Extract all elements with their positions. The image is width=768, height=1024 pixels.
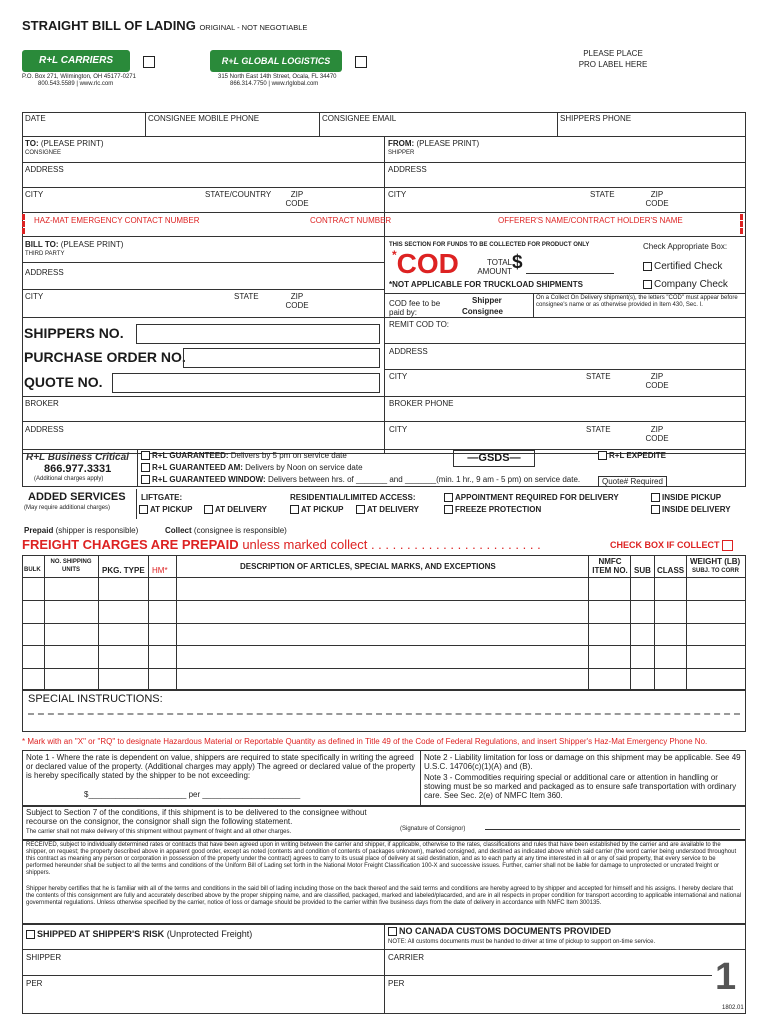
cod-fee-shipper[interactable]: Shipper — [472, 296, 502, 305]
carrier-signature-field[interactable]: CARRIER — [388, 953, 425, 962]
note-2: Note 2 - Liability limitation for loss or damage on this shipment may be applicable. See 49 U.S.C. 14706(c)(1)(A) and (B). — [424, 753, 741, 771]
consignee-mobile-field[interactable]: CONSIGNEE MOBILE PHONE — [148, 114, 260, 123]
bill-city-field[interactable]: CITY — [25, 292, 44, 301]
carrier-per-field[interactable]: PER — [388, 979, 405, 988]
col-pkg-type: PKG. TYPE — [102, 566, 145, 575]
check-appropriate-label: Check Appropriate Box: — [643, 242, 728, 251]
business-critical-logo: R+L Business Critical — [26, 452, 129, 463]
liftgate-at-delivery[interactable]: AT DELIVERY — [204, 505, 267, 514]
global-address: 315 North East 14th Street, Ocala, FL 34470 — [218, 74, 337, 80]
cod-heading: *COD — [392, 248, 459, 279]
offerer-name-field[interactable]: OFFERER'S NAME/CONTRACT HOLDER'S NAME — [498, 216, 683, 225]
canada-customs-note: NOTE: All customs documents must be handed to driver at time of pickup to support on-time service. — [388, 939, 656, 945]
contract-number-field[interactable]: CONTRACT NUMBER — [310, 216, 392, 225]
special-instructions-line — [28, 713, 740, 715]
broker-address-field[interactable]: ADDRESS — [25, 425, 64, 434]
no-canada-customs-option[interactable]: NO CANADA CUSTOMS DOCUMENTS PROVIDED — [388, 926, 611, 936]
section-7-text: Subject to Section 7 of the conditions, if this shipment is to be delivered to the consignee without recourse on the consignor, the consignor shall sign the following statement. — [26, 808, 367, 826]
global-contact: 866.314.7750 | www.rlglobal.com — [230, 81, 319, 87]
freight-charges-notice: FREIGHT CHARGES ARE PREPAID unless marked collect . . . . . . . . . . . . . . . . . . . . . . . . — [22, 537, 541, 552]
residential-label: RESIDENTIAL/LIMITED ACCESS: — [290, 493, 416, 502]
from-city-field[interactable]: CITY — [388, 190, 407, 199]
table-row[interactable] — [22, 600, 746, 601]
declared-value-field[interactable]: $______________________ per ______________________ — [84, 790, 301, 799]
freeze-protection-option[interactable]: FREEZE PROTECTION — [444, 505, 541, 514]
broker-zip-field[interactable]: ZIP CODE — [645, 425, 669, 443]
consignee-sublabel: CONSIGNEE — [25, 150, 62, 156]
bill-zip-field[interactable]: ZIP CODE — [285, 292, 309, 310]
to-zip-field[interactable]: ZIP CODE — [285, 190, 309, 208]
col-description: DESCRIPTION OF ARTICLES, SPECIAL MARKS, AND EXCEPTIONS — [240, 562, 496, 571]
col-bulk: BULK — [24, 567, 41, 573]
hazmat-footnote: * Mark with an "X" or "RQ" to designate Hazardous Material or Reportable Quantity as defined in Title 49 of the Code of Federal Regulations, and insert Shipper's Haz-Mat Emergency Phone No. — [22, 737, 708, 746]
form-number: 1802.01 — [722, 1005, 744, 1011]
col-weight-sub: SUBJ. TO CORR — [692, 568, 739, 574]
shipper-signature-field[interactable]: SHIPPER — [26, 953, 62, 962]
to-city-field[interactable]: CITY — [25, 190, 44, 199]
remit-cod-field[interactable]: REMIT COD TO: — [389, 320, 450, 329]
truckload-note: *NOT APPLICABLE FOR TRUCKLOAD SHIPMENTS — [389, 280, 583, 289]
shipper-sublabel: SHIPPER — [388, 150, 415, 156]
bill-to-label: BILL TO: (PLEASE PRINT) — [25, 240, 124, 249]
shipper-certification: Shipper hereby certifies that he is familiar with all of the terms and conditions in the said bill of lading including those on the back thereof and the said terms and conditions are hereby agreed to by shipper and accepted for himself and his assigns. I hereby declare that the contents of this consignment are fully and accurately described above by the proper shipping name, and are classified, packaged, marked and labeled/placarded, and are in all respects in proper condition for transport according to applicable international and national governmental regulations. Unless otherwise specified by the carrier, notice of loss or damage should be provided to the carrier within five business days from the date of delivery in accordance with NMFC Item 300135. — [26, 886, 742, 906]
broker-field[interactable]: BROKER — [25, 399, 59, 408]
inside-pickup-option[interactable]: INSIDE PICKUP — [651, 493, 721, 502]
from-zip-field[interactable]: ZIP CODE — [645, 190, 669, 208]
liftgate-label: LIFTGATE: — [141, 493, 183, 502]
po-no-input[interactable] — [183, 348, 380, 368]
business-critical-note: (Additional charges apply) — [34, 476, 104, 482]
guaranteed-window-option[interactable]: R+L GUARANTEED WINDOW: Delivers between hrs. of _______ and _______(min. 1 hr., 9 am - 5 pm) on service date. — [141, 475, 580, 484]
collect-label: Collect (consignee is responsible) — [165, 526, 287, 535]
broker-city-field[interactable]: CITY — [389, 425, 408, 434]
shippers-no-label: SHIPPERS NO. — [24, 325, 124, 341]
cod-amount-line[interactable] — [526, 273, 614, 274]
broker-phone-field[interactable]: BROKER PHONE — [389, 399, 454, 408]
note-1: Note 1 - Where the rate is dependent on value, shippers are required to state specifically in writing the agreed or declared value of the property. (Additional charges may apply) The agreed or declared value of the property is hereby specifically stated by the shipper to be not exceeding: — [26, 753, 416, 780]
quote-required-field[interactable]: Quote# Required — [598, 476, 667, 487]
quote-no-label: QUOTE NO. — [24, 374, 103, 390]
table-row[interactable] — [22, 645, 746, 646]
to-state-field[interactable]: STATE/COUNTRY — [205, 190, 272, 199]
cod-fee-label: COD fee to be paid by: — [389, 299, 441, 317]
added-services-note: (May require additional charges) — [24, 505, 111, 511]
company-check-option[interactable]: Company Check — [643, 279, 728, 290]
consignor-signature-line[interactable] — [485, 829, 740, 830]
to-address-field[interactable]: ADDRESS — [25, 165, 64, 174]
note-3: Note 3 - Commodities requiring special or additional care or attention in handling or stowing must be so marked and packaged as to ensure safe transportation with ordinary care. See Sec. 2(e) of NMFC Item 360. — [424, 773, 737, 800]
prepaid-label: Prepaid (shipper is responsible) — [24, 526, 139, 535]
date-field[interactable]: DATE — [25, 114, 46, 123]
from-address-field[interactable]: ADDRESS — [388, 165, 427, 174]
carriers-address: P.O. Box 271, Wilmington, OH 45177-0271 — [22, 74, 136, 80]
residential-at-pickup[interactable]: AT PICKUP — [290, 505, 344, 514]
col-shipping-units: NO. SHIPPING UNITS — [50, 559, 92, 573]
hazmat-marker-left — [22, 214, 25, 234]
col-class: CLASS — [657, 566, 685, 575]
bill-state-field[interactable]: STATE — [234, 292, 259, 301]
shipper-per-field[interactable]: PER — [26, 979, 43, 988]
appointment-option[interactable]: APPOINTMENT REQUIRED FOR DELIVERY — [444, 493, 619, 502]
rl-expedite-option[interactable]: R+L EXPEDITE — [598, 451, 666, 460]
added-services-title: ADDED SERVICES — [28, 491, 126, 503]
col-sub: SUB — [634, 566, 651, 575]
shippers-no-input[interactable] — [136, 324, 380, 344]
section-7-small: The carrier shall not make delivery of this shipment without payment of freight and all other charges. — [26, 829, 292, 835]
remit-zip-field[interactable]: ZIP CODE — [645, 372, 669, 390]
cod-section-header: THIS SECTION FOR FUNDS TO BE COLLECTED FOR PRODUCT ONLY — [389, 242, 590, 248]
col-hm: HM* — [152, 566, 168, 575]
inside-delivery-option[interactable]: INSIDE DELIVERY — [651, 505, 731, 514]
rl-carriers-logo: R+L CARRIERS — [22, 50, 130, 72]
table-row[interactable] — [22, 668, 746, 669]
shippers-phone-field[interactable]: SHIPPERS PHONE — [560, 114, 632, 123]
quote-no-input[interactable] — [112, 373, 380, 393]
third-party-sublabel: THIRD PARTY — [25, 251, 65, 257]
remit-city-field[interactable]: CITY — [389, 372, 408, 381]
cod-fee-consignee[interactable]: Consignee — [462, 307, 503, 316]
shippers-risk-option[interactable]: SHIPPED AT SHIPPER'S RISK (Unprotected Freight) — [26, 929, 252, 939]
certified-check-option[interactable]: Certified Check — [643, 261, 722, 272]
received-terms: RECEIVED, subject to individually determined rates or contracts that have been agreed upon in writing between the carrier and shipper, if applicable, otherwise to the rates, classifications and rules that have been established by the carrier and are available to the shipper, on request; the property described above in apparent good order, except as noted (contents and condition of contents of packages unknown), marked consigned, and destined as indicated above which said carrier (the word carrier being understood throughout this contract as meaning any person or corporation in possession of the property under the contract) agrees to carry to its usual place of delivery at said destination, and as to each party at any time interested in all or any of said property, that every service to be performed hereunder shall be subject to all the terms and conditions of the Uniform Bill of Lading set forth in the National Motor Freight Classification 100-X and successive issues. Further, carrier shall not be liable for damage to unprotected or uncrated freight or shippers. — [26, 842, 737, 876]
liftgate-at-pickup[interactable]: AT PICKUP — [139, 505, 193, 514]
rl-carriers-checkbox[interactable] — [143, 56, 155, 68]
carriers-contact: 800.543.5589 | www.rlc.com — [38, 81, 114, 87]
remit-state-field[interactable]: STATE — [586, 372, 611, 381]
table-row[interactable] — [22, 623, 746, 624]
dollar-sign: $ — [512, 252, 523, 273]
po-no-label: PURCHASE ORDER NO. — [24, 349, 186, 365]
cod-legal-note: On a Collect On Delivery shipment(s), the letters "COD" must appear before consignee's name or as otherwise provided in Item 430, Sec. I. — [536, 295, 738, 308]
gsds-option[interactable]: —GSDS— — [453, 450, 535, 467]
guaranteed-am-option[interactable]: R+L GUARANTEED AM: Delivers by Noon on service date — [141, 463, 363, 472]
to-label: TO: (PLEASE PRINT) — [25, 139, 104, 148]
remit-address-field[interactable]: ADDRESS — [389, 347, 428, 356]
consignee-email-field[interactable]: CONSIGNEE EMAIL — [322, 114, 397, 123]
document-title: STRAIGHT BILL OF LADING ORIGINAL - NOT NEGOTIABLE — [22, 18, 308, 33]
document-subtitle: ORIGINAL - NOT NEGOTIABLE — [199, 23, 308, 32]
broker-state-field[interactable]: STATE — [586, 425, 611, 434]
rl-global-checkbox[interactable] — [355, 56, 367, 68]
from-state-field[interactable]: STATE — [590, 190, 615, 199]
hazmat-contact-field[interactable]: HAZ-MAT EMERGENCY CONTACT NUMBER — [34, 216, 200, 225]
hazmat-marker-right — [740, 214, 743, 234]
bill-address-field[interactable]: ADDRESS — [25, 268, 64, 277]
copy-number: 1 — [715, 956, 737, 998]
check-if-collect[interactable]: CHECK BOX IF COLLECT — [610, 540, 735, 551]
special-instructions-label: SPECIAL INSTRUCTIONS: — [28, 693, 163, 705]
residential-at-delivery[interactable]: AT DELIVERY — [356, 505, 419, 514]
guaranteed-option[interactable]: R+L GUARANTEED: Delivers by 5 pm on service date — [141, 451, 347, 460]
from-label: FROM: (PLEASE PRINT) — [388, 139, 480, 148]
rl-global-logo: R+L GLOBAL LOGISTICS — [210, 50, 342, 72]
col-nmfc: NMFC ITEM NO. — [592, 557, 628, 575]
total-amount-label: TOTAL AMOUNT — [477, 258, 512, 276]
business-critical-phone: 866.977.3331 — [44, 463, 112, 475]
col-weight: WEIGHT (LB) — [690, 557, 741, 566]
pro-label-area: PLEASE PLACE PRO LABEL HERE — [578, 49, 648, 69]
consignor-signature-label: (Signature of Consignor) — [400, 826, 466, 832]
